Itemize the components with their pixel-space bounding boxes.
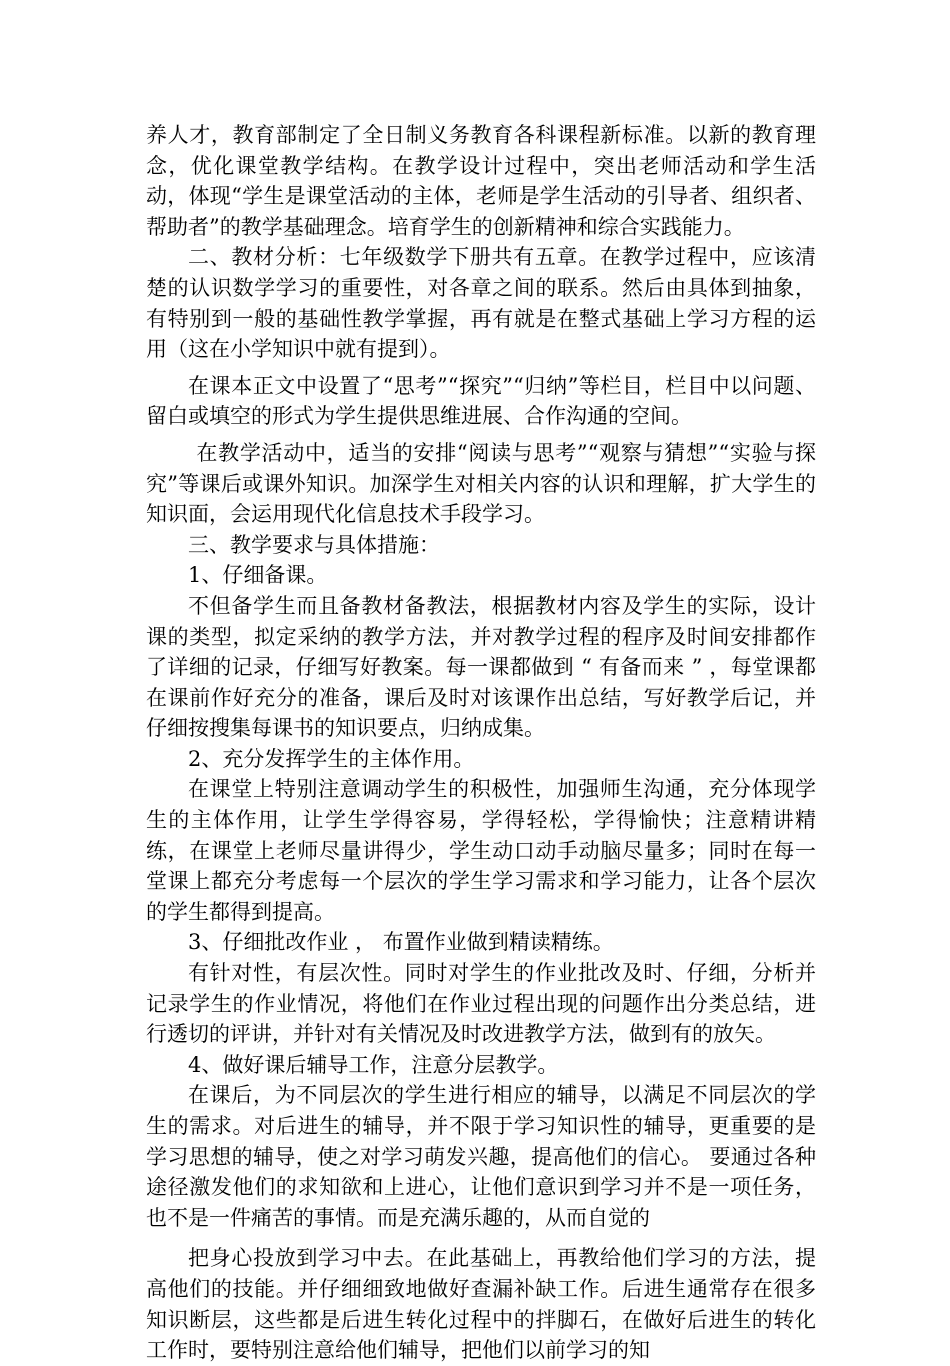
paragraph-textbook-columns: 在课本正文中设置了“思考”“探究”“归纳”等栏目，栏目中以问题、留白或填空的形式为学生提供思维进展、合作沟通的空间。 xyxy=(146,373,816,429)
document-body xyxy=(146,120,816,1366)
subheading-tutoring: 4、做好课后辅导工作，注意分层教学。 xyxy=(188,1052,559,1077)
paragraph-student-role: 在课堂上特别注意调动学生的积极性，加强师生沟通，充分体现学生的主体作用，让学生学得容易，学得轻松，学得愉快；注意精讲精练，在课堂上老师尽量讲得少，学生动口动手动脑尽量多；同时在每一堂课上都充分考虑每一个层次的学生学习需求和学习能力，让各个层次的学生都得到提高。 xyxy=(146,777,816,924)
paragraph-intro-continued: 养人才，教育部制定了全日制义务教育各科课程新标准。以新的教育理念，优化课堂教学结构。在教学设计过程中，突出老师活动和学生活动，体现“学生是课堂活动的主体，老师是学生活动的引导者、组织者、帮助者”的教学基础理念。培育学生的创新精神和综合实践能力。 xyxy=(146,123,816,239)
paragraph-tutoring-continued: 把身心投放到学习中去。在此基础上，再教给他们学习的方法，提高他们的技能。并仔细细致地做好查漏补缺工作。后进生通常存在很多知识断层，这些都是后进生转化过程中的拌脚石，在做好后进生的转化工作时，要特别注意给他们辅导，把他们以前学习的知 xyxy=(146,1246,816,1363)
subheading-prepare-lessons: 1、仔细备课。 xyxy=(188,563,328,588)
paragraph-textbook-analysis: 二、教材分析：七年级数学下册共有五章。在教学过程中，应该清楚的认识数学学习的重要性，对各章之间的联系。然后由具体到抽象，有特别到一般的基础性教学掌握，再有就是在整式基础上学习方程的运用（这在小学知识中就有提到）。 xyxy=(146,245,816,362)
paragraph-tutoring: 在课后，为不同层次的学生进行相应的辅导，以满足不同层次的学生的需求。对后进生的辅导，并不限于学习知识性的辅导，更重要的是学习思想的辅导，使之对学习萌发兴趣，提高他们的信心。 要通过各种途径激发他们的求知欲和上进心，让他们意识到学习并不是一项任务，也不是一件痛苦的事情。而是充满乐趣的，从而自觉的 xyxy=(146,1083,816,1230)
paragraph-prepare-lessons: 不但备学生而且备教材备教法，根据教材内容及学生的实际，设计课的类型，拟定采纳的教学方法，并对教学过程的程序及时间安排都作了详细的记录，仔细写好教案。每一课都做到 “ 有备而来 ” ，每堂课都在课前作好充分的准备，课后及时对该课作出总结，写好教学后记，并仔细按搜集每课书的知识要点，归纳成集。 xyxy=(146,593,816,741)
section-heading-requirements: 三、教学要求与具体措施： xyxy=(188,532,440,557)
subheading-student-role: 2、充分发挥学生的主体作用。 xyxy=(188,746,475,771)
paragraph-teaching-activities: 在教学活动中，适当的安排“阅读与思考”“观察与猜想”“实验与探究”等课后或课外知识。加深学生对相关内容的认识和理解，扩大学生的知识面，会运用现代化信息技术手段学习。 xyxy=(146,440,816,527)
subheading-homework: 3、仔细批改作业 ， 布置作业做到精读精练。 xyxy=(188,930,614,955)
paragraph-homework: 有针对性，有层次性。同时对学生的作业批改及时、仔细，分析并记录学生的作业情况，将他们在作业过程出现的问题作出分类总结，进行透切的评讲，并针对有关情况及时改进教学方法，做到有的放矢。 xyxy=(146,961,816,1047)
